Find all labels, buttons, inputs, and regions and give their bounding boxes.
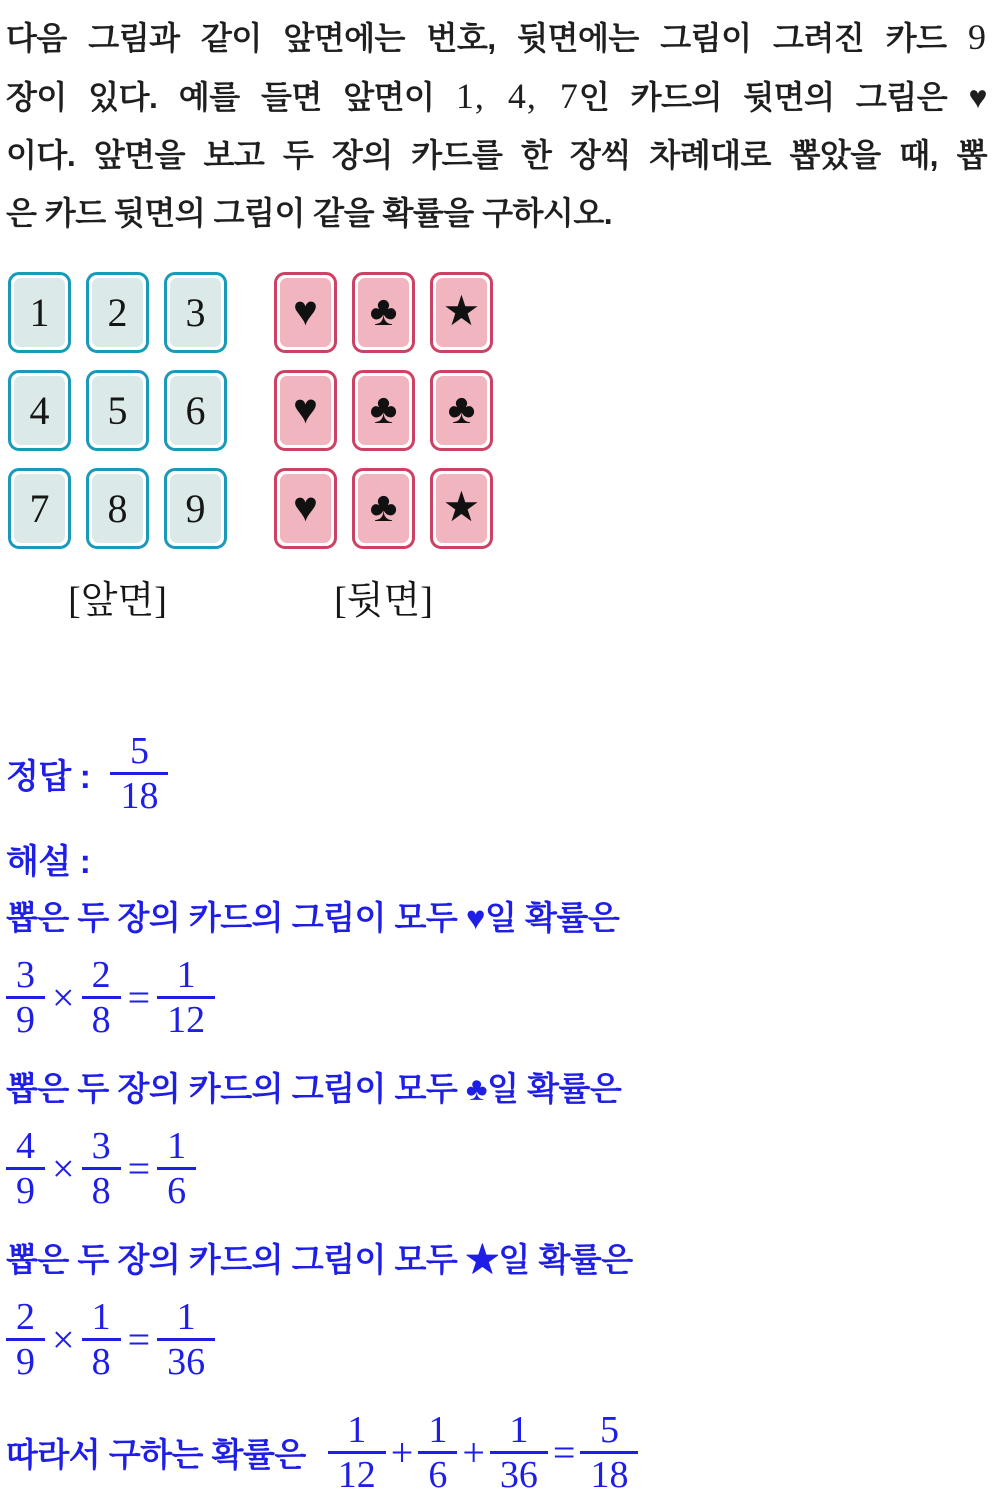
card-number: 8 [92,474,143,543]
operator: + [390,1429,414,1475]
answer-fraction [110,730,168,817]
fraction-denominator: 6 [157,1167,196,1212]
fraction [82,1125,121,1212]
front-card [8,370,71,451]
front-card [8,272,71,353]
answer-label: 정답 : [6,758,91,796]
front-card [164,272,227,353]
back-card [274,370,337,451]
fraction [82,1296,121,1383]
korean-text: 다음 그림과 같이 앞면에는 번호, 뒷면에는 그림이 그려진 카드 [6,20,968,56]
fraction-denominator: 9 [6,996,45,1041]
fraction [490,1409,548,1496]
fraction-numerator: 1 [91,1296,111,1338]
back-cards-grid [274,272,493,549]
korean-text: 장이 있다. 예를 들면 앞면이 [6,79,456,115]
fraction-numerator: 1 [176,1296,196,1338]
fraction-denominator: 9 [6,1338,45,1383]
fraction [328,1409,386,1496]
fraction-numerator: 2 [16,1296,35,1338]
problem-line [6,67,987,126]
card-number: 9 [170,474,221,543]
card-symbol: ♣ [358,376,409,445]
fraction-numerator: 1 [428,1409,448,1451]
solution-step [6,1238,993,1383]
card-number: 5 [92,376,143,445]
card-symbol: ★ [436,474,487,543]
step-equation [6,954,215,1041]
fraction-denominator: 8 [82,1167,121,1212]
fraction-denominator: 36 [157,1338,215,1383]
fraction [82,954,121,1041]
fraction-denominator: 18 [580,1451,638,1496]
back-card [352,468,415,549]
step-text: 뽑은 두 장의 카드의 그림이 모두 ♥일 확률은 [6,899,620,936]
front-card [86,468,149,549]
solution-step [6,1067,993,1212]
step-equation [6,1125,196,1212]
back-card [430,272,493,353]
answer-row [6,730,993,817]
front-card [164,468,227,549]
front-card [86,370,149,451]
card-number: 3 [170,278,221,347]
korean-text: 은 카드 뒷면의 그림이 같을 확률을 구하시오. [6,195,613,231]
fraction [6,1296,45,1383]
back-card [274,272,337,353]
fraction [6,954,45,1041]
fraction-denominator: 36 [490,1451,548,1496]
back-card [352,370,415,451]
fraction-denominator: 6 [418,1451,457,1496]
conclusion-row [6,1409,993,1496]
back-card [274,468,337,549]
conclusion-text: 따라서 구하는 확률은 [6,1436,306,1473]
card-number: 1 [14,278,65,347]
fraction-numerator: 4 [16,1125,35,1167]
back-label: [뒷면] [334,580,433,622]
fraction-numerator: 1 [347,1409,367,1451]
back-card [430,370,493,451]
fraction-denominator: 9 [6,1167,45,1212]
operator: × [52,974,75,1020]
fraction [6,1125,45,1212]
solution-step [6,896,993,1041]
figure-labels [8,579,993,623]
fraction-denominator: 8 [82,1338,121,1383]
back-card [352,272,415,353]
problem-statement [0,0,993,242]
explain-label: 해설 : [6,843,91,881]
operator: = [127,974,151,1020]
fraction [418,1409,457,1496]
fraction-numerator: 5 [129,730,149,772]
card-symbol: ♣ [436,376,487,445]
fraction-numerator: 1 [167,1125,187,1167]
operator: × [52,1145,75,1191]
fraction-numerator: 3 [91,1125,111,1167]
fraction [157,1125,196,1212]
card-symbol: ♣ [358,474,409,543]
card-symbol: ★ [436,278,487,347]
conclusion-equation [328,1409,639,1496]
card-symbol: ♣ [358,278,409,347]
math-text: 9 [968,17,987,57]
fraction-denominator: 8 [82,996,121,1041]
fraction-denominator: 18 [110,772,168,817]
front-card [8,468,71,549]
fraction-denominator: 12 [157,996,215,1041]
card-number: 6 [170,376,221,445]
operator: = [552,1429,576,1475]
fraction-numerator: 3 [16,954,35,996]
fraction [157,1296,215,1383]
fraction-denominator: 12 [328,1451,386,1496]
front-label: [앞면] [68,580,167,622]
fraction-numerator: 1 [509,1409,529,1451]
front-card [164,370,227,451]
step-equation [6,1296,215,1383]
fraction [157,954,215,1041]
operator: × [52,1316,75,1362]
solution-section [6,730,993,1496]
problem-line [6,184,987,242]
card-symbol: ♥ [280,474,331,543]
fraction [580,1409,638,1496]
cards-figure [8,272,993,549]
card-number: 2 [92,278,143,347]
card-symbol: ♥ [280,278,331,347]
fraction-numerator: 2 [91,954,111,996]
step-text: 뽑은 두 장의 카드의 그림이 모두 ★일 확률은 [6,1241,633,1278]
step-text: 뽑은 두 장의 카드의 그림이 모두 ♣일 확률은 [6,1070,622,1107]
front-card [86,272,149,353]
math-text: 1, 4, 7 [455,76,579,116]
operator: + [462,1429,485,1475]
korean-text: 인 카드의 뒷면의 그림은 ♥ [578,79,987,115]
problem-line [6,8,987,67]
front-cards-grid [8,272,227,549]
card-symbol: ♥ [280,376,331,445]
korean-text: 이다. 앞면을 보고 두 장의 카드를 한 장씩 차례대로 뽑았을 때, 뽑 [6,137,987,173]
card-number: 7 [14,474,65,543]
fraction-numerator: 5 [599,1409,619,1451]
fraction-numerator: 1 [176,954,196,996]
back-card [430,468,493,549]
operator: = [127,1145,151,1191]
solution-steps [6,896,993,1383]
operator: = [127,1316,151,1362]
card-number: 4 [14,376,65,445]
problem-line [6,126,987,184]
